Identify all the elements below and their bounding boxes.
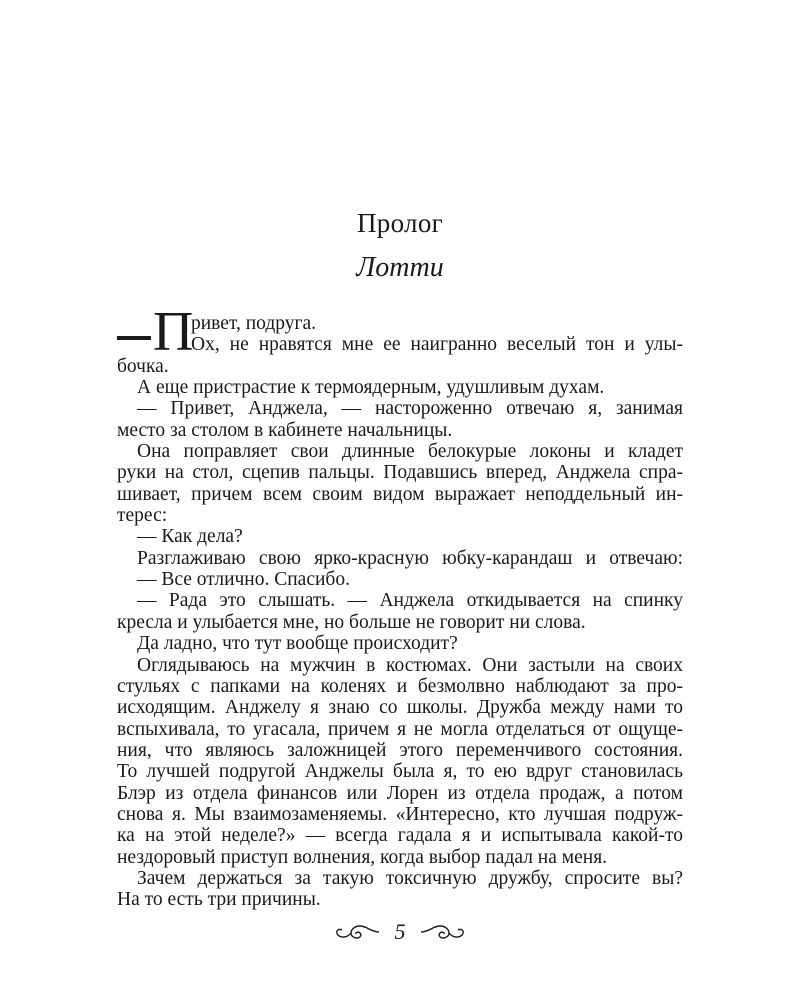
text-line: место за столом в кабинете начальницы. — [117, 419, 453, 441]
text-line: шивает, причем всем своим видом выражает неподдельный ин- — [117, 483, 683, 505]
text-line: А еще пристрастие к термоядерным, удушливым духам. — [137, 377, 605, 399]
text-line: ка на этой неделе?» — всегда гадала я и испытывала какой-то — [117, 825, 683, 847]
text-line: Да ладно, что тут вообще происходит? — [137, 633, 458, 655]
text-line: стульях с папками на коленях и безмолвно наблюдают за про- — [117, 675, 683, 697]
text-line: снова я. Мы взаимозаменяемы. «Интересно, кто лучшая подруж- — [117, 803, 683, 825]
page-footer — [0, 917, 800, 945]
text-line: ривет, подруга. — [191, 313, 317, 334]
drop-cap: П — [153, 301, 194, 363]
text-line: Разглаживаю свою ярко-красную юбку-карандаш и отвечаю: — [137, 547, 683, 569]
text-line: бочка. — [117, 355, 169, 377]
opening-lines — [117, 301, 683, 363]
text-line: ния, что являюсь заложницей этого переменчивого состояния. — [117, 739, 683, 761]
text-line: На то есть три причины. — [117, 889, 321, 911]
text-line: терес: — [117, 505, 168, 527]
text-line: кресла и улыбается мне, но больше не говорит ни слова. — [117, 611, 586, 633]
text-line: Оглядываюсь на мужчин в костюмах. Они застыли на своих — [137, 654, 683, 676]
right-flourish-icon — [419, 922, 467, 942]
chapter-subtitle: Лотти — [356, 252, 444, 283]
text-line: руки на стол, сцепив пальцы. Подавшись вперед, Анджела спра- — [117, 462, 683, 484]
text-line: То лучшей подругой Анджелы была я, то ею вдруг становилась — [117, 761, 683, 783]
text-line: Зачем держаться за такую токсичную дружбу, спросите вы? — [137, 867, 683, 889]
text-line: Блэр из отдела финансов или Лорен из отдела продаж, а потом — [117, 782, 683, 804]
em-dash-mark — [117, 336, 151, 340]
text-line: Ох, не нравятся мне ее наигранно веселый тон и улы- — [191, 334, 683, 356]
text-line: нездоровый приступ волнения, когда выбор падал на меня. — [117, 846, 608, 868]
text-line: исходящим. Анджелу я знаю со школы. Дружба между нами то — [117, 697, 683, 719]
body-text — [117, 301, 683, 911]
page-number: 5 — [394, 918, 406, 944]
left-flourish-icon — [333, 922, 381, 942]
text-line: — Как дела? — [137, 526, 243, 548]
chapter-title: Пролог — [357, 208, 443, 238]
text-line: — Рада это слышать. — Анджела откидывается на спинку — [137, 590, 683, 612]
text-line: — Привет, Анджела, — настороженно отвечаю я, занимая — [137, 398, 683, 420]
text-line: — Все отлично. Спасибо. — [137, 569, 350, 591]
text-line: Она поправляет свои длинные белокурые локоны и кладет — [137, 441, 683, 463]
text-line: вспыхивала, то угасала, причем я не могла отделаться от ощуще- — [117, 718, 683, 740]
